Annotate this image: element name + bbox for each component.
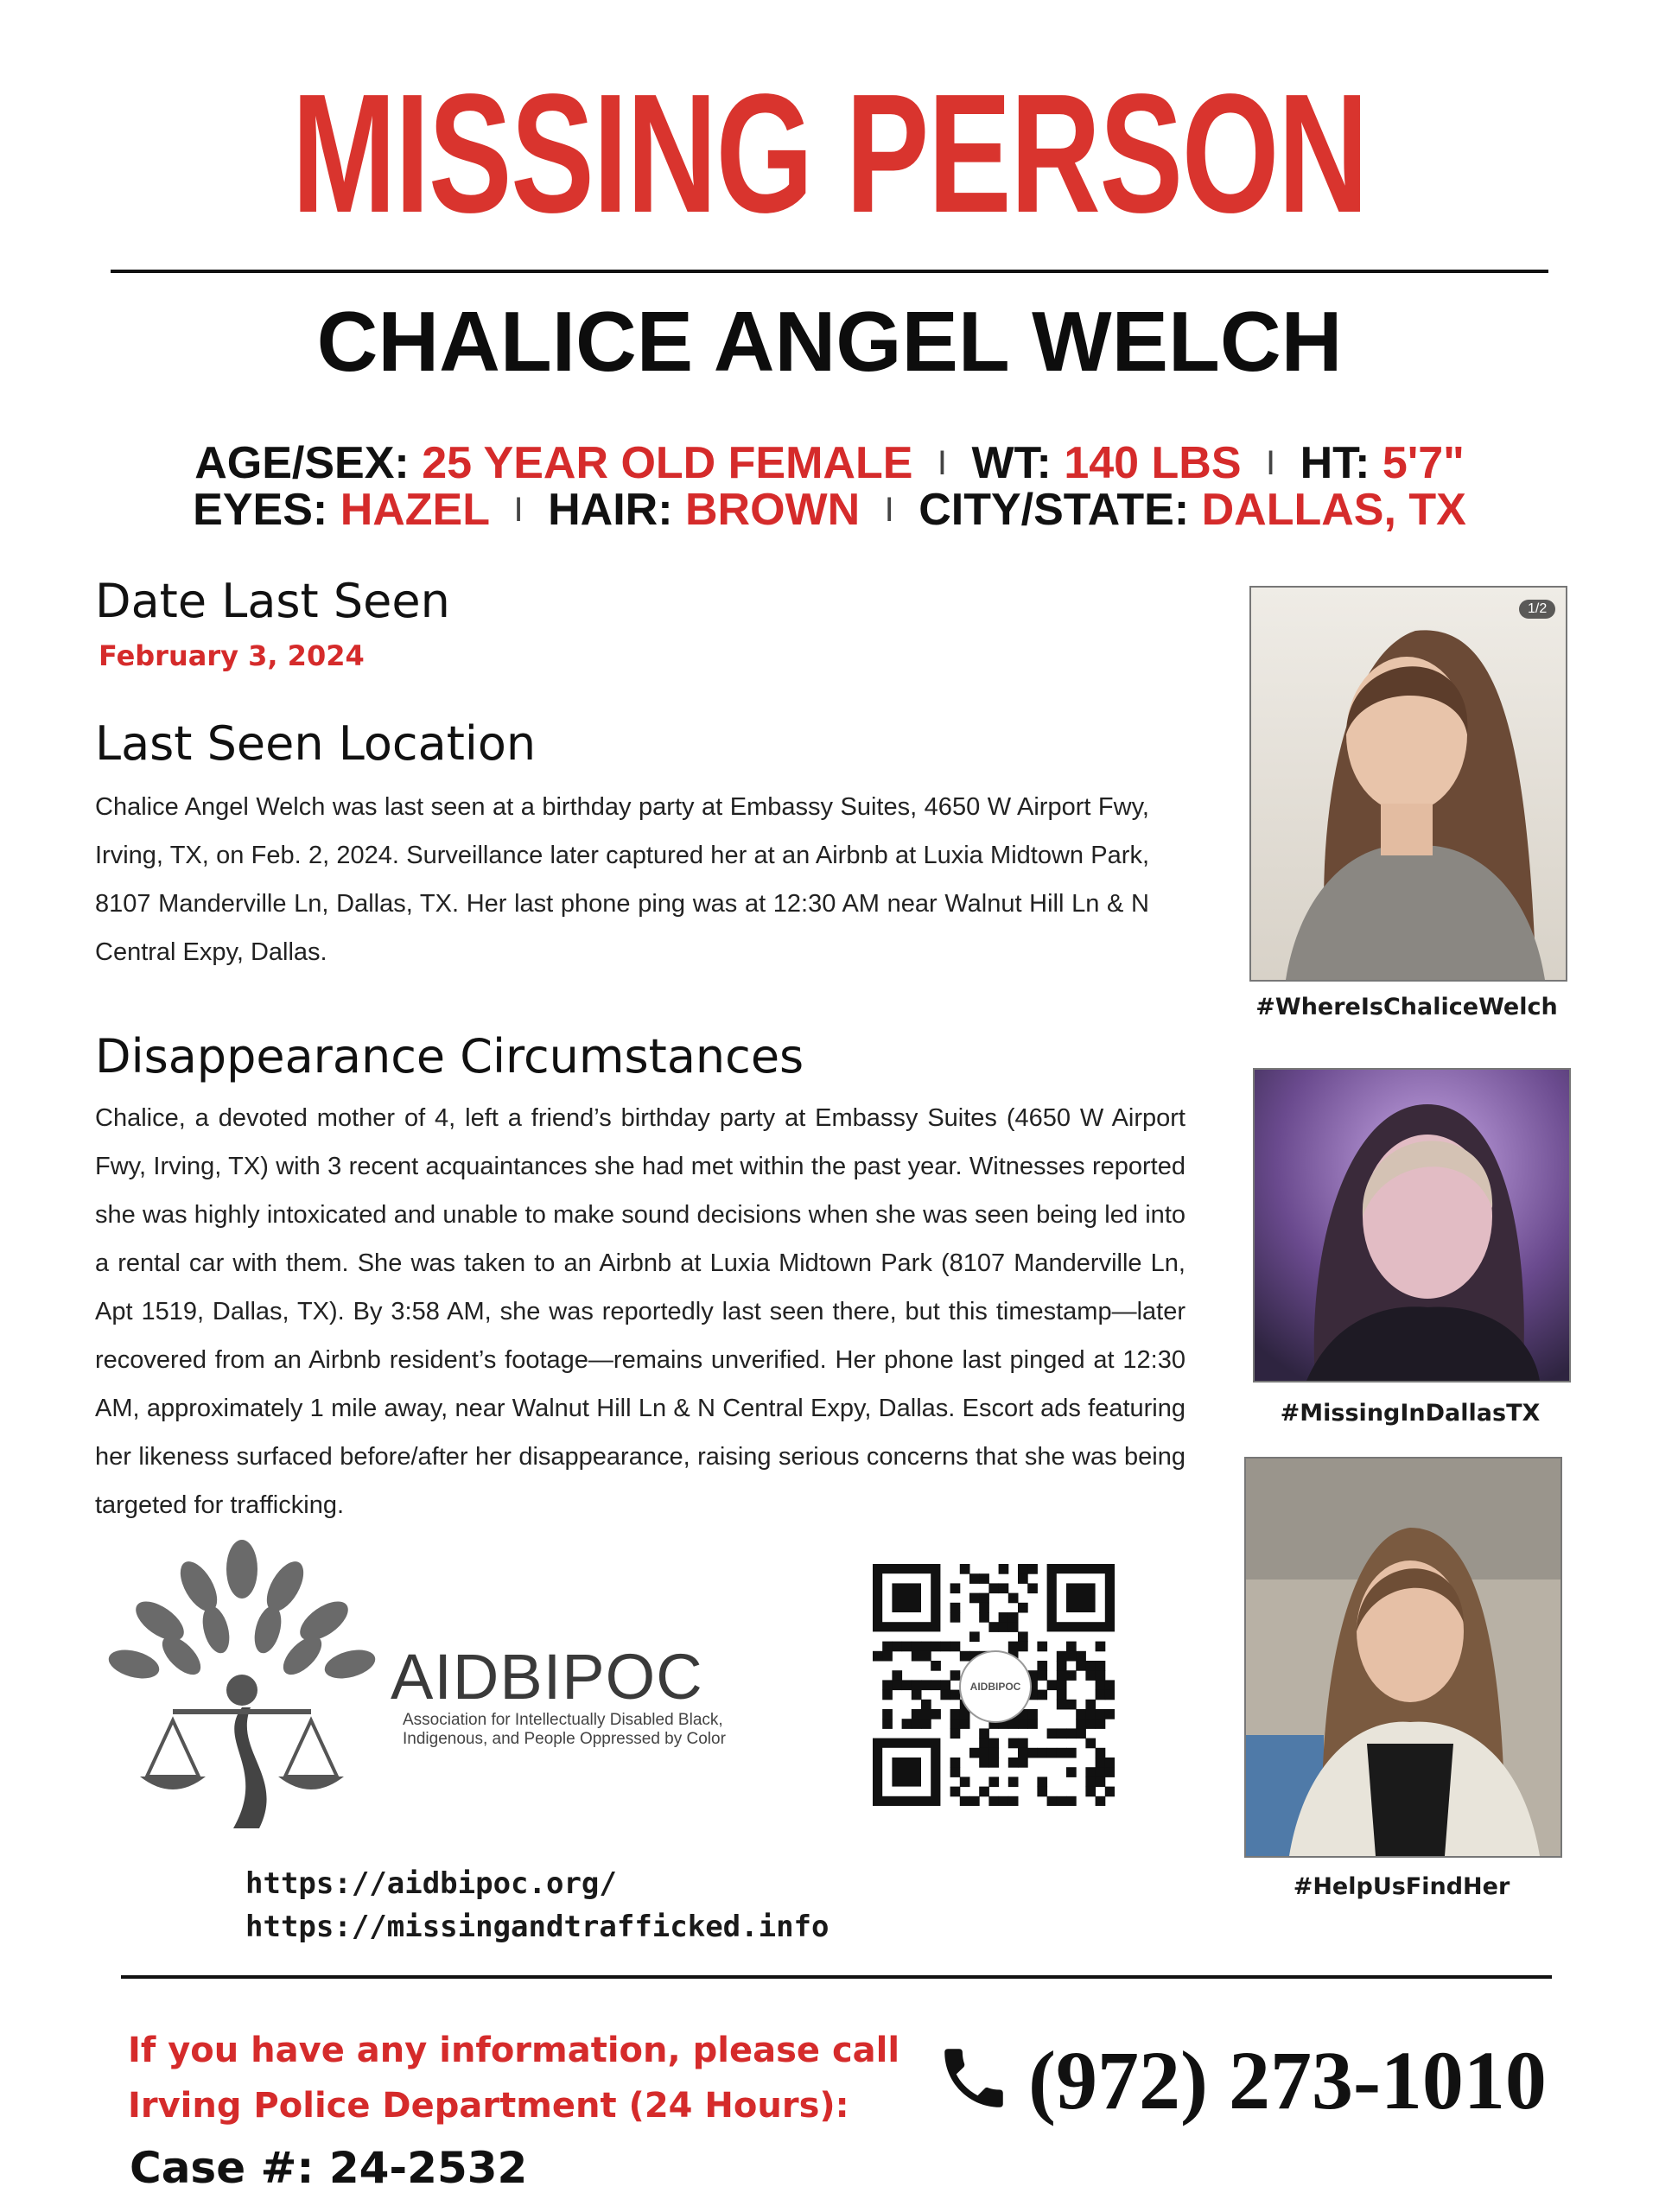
info-call-line: If you have any information, please call [128,2031,900,2070]
case-label: Case #: [130,2143,315,2193]
case-value: 24-2532 [328,2143,528,2193]
stats-row-2 [0,484,1659,539]
separator: I [937,444,948,482]
qr-logo-text: AIDBIPOC [969,1681,1021,1693]
photo-3-image [1246,1459,1560,1856]
org-url[interactable]: https://aidbipoc.org/ [245,1866,617,1901]
age-sex-value: 25 YEAR OLD FEMALE [422,438,913,488]
tree-scales-icon [86,1535,397,1846]
city-label: CITY/STATE: [918,485,1190,535]
photo-2 [1253,1068,1571,1382]
age-sex-label: AGE/SEX: [194,438,410,488]
hair-label: HAIR: [548,485,673,535]
qr-center-logo [959,1650,1032,1723]
bottom-divider [121,1975,1552,1979]
eyes-value: HAZEL [340,485,490,535]
separator: I [1266,444,1276,482]
hashtag-1: #WhereIsChaliceWelch [1255,994,1558,1020]
photo-1 [1249,586,1567,982]
missing-url[interactable]: https://missingandtrafficked.info [245,1910,830,1944]
separator: I [513,491,524,529]
person-name: CHALICE ANGEL WELCH [316,294,1343,389]
circumstances-text: Chalice, a devoted mother of 4, left a friend’s birthday party at Embassy Suites (4650 W Airport Fwy, Irving, TX) with 3 recent acquaintances she had met within the past year. Witnesses reported she was highly intoxicated and unable to make sound decisions when she was seen being led into a rental car with them. She was taken to an Airbnb at Luxia Midtown Park (8107 Manderville Ln, Apt 1519, Dallas, TX). By 3:58 AM, she was reportedly last seen there, but this timestamp—later recovered from an Airbnb resident’s footage—remains unverified. Her phone last pinged at 12:30 AM, approximately 1 mile away, near Walnut Hill Ln & N Central Expy, Dallas. Escort ads featuring her likeness surfaced before/after her disappearance, raising serious concerns that she was being targeted for trafficking. [95,1104,1185,1519]
last-seen-location-text: Chalice Angel Welch was last seen at a birthday party at Embassy Suites, 4650 W Airport Fwy, Irving, TX, on Feb. 2, 2024. Surveillance later captured her at an Airbnb at Luxia Midtown Park, 8107 Manderville Ln, Dallas, TX. Her last phone ping was at 12:30 AM near Walnut Hill Ln & N Central Expy, Dallas. [95,793,1149,966]
circumstances-heading: Disappearance Circumstances [95,1029,804,1084]
qr-code[interactable] [873,1564,1115,1806]
eyes-label: EYES: [193,485,328,535]
top-divider [111,270,1548,273]
hashtag-3: #HelpUsFindHer [1293,1873,1510,1900]
height-value: 5'7" [1382,438,1465,488]
hashtag-2: #MissingInDallasTX [1280,1400,1541,1427]
date-last-seen-heading: Date Last Seen [95,574,450,628]
date-last-seen-value: February 3, 2024 [99,639,365,672]
weight-label: WT: [971,438,1052,488]
photo-2-image [1255,1070,1569,1381]
height-label: HT: [1300,438,1370,488]
last-seen-location-heading: Last Seen Location [95,716,537,771]
police-dept-line: Irving Police Department (24 Hours): [128,2086,849,2126]
case-number [130,2143,527,2193]
poster-title: MISSING PERSON [291,59,1368,248]
org-subtitle [403,1711,726,1749]
phone-icon [935,2039,1013,2117]
hair-value: BROWN [684,485,861,535]
separator: I [884,491,894,529]
weight-value: 140 LBS [1064,438,1242,488]
phone-number[interactable]: (972) 273-1010 [1028,2034,1547,2126]
org-name: AIDBIPOC [391,1641,703,1713]
org-subtitle-line-1: Association for Intellectually Disabled Black, [403,1711,723,1729]
photo-1-image [1251,588,1566,980]
org-subtitle-line-2: Indigenous, and People Oppressed by Color [403,1730,726,1748]
photo-count-badge: 1/2 [1519,600,1555,619]
tree-scales-logo [86,1535,397,1846]
photo-3 [1244,1457,1562,1858]
city-value: DALLAS, TX [1201,485,1466,535]
